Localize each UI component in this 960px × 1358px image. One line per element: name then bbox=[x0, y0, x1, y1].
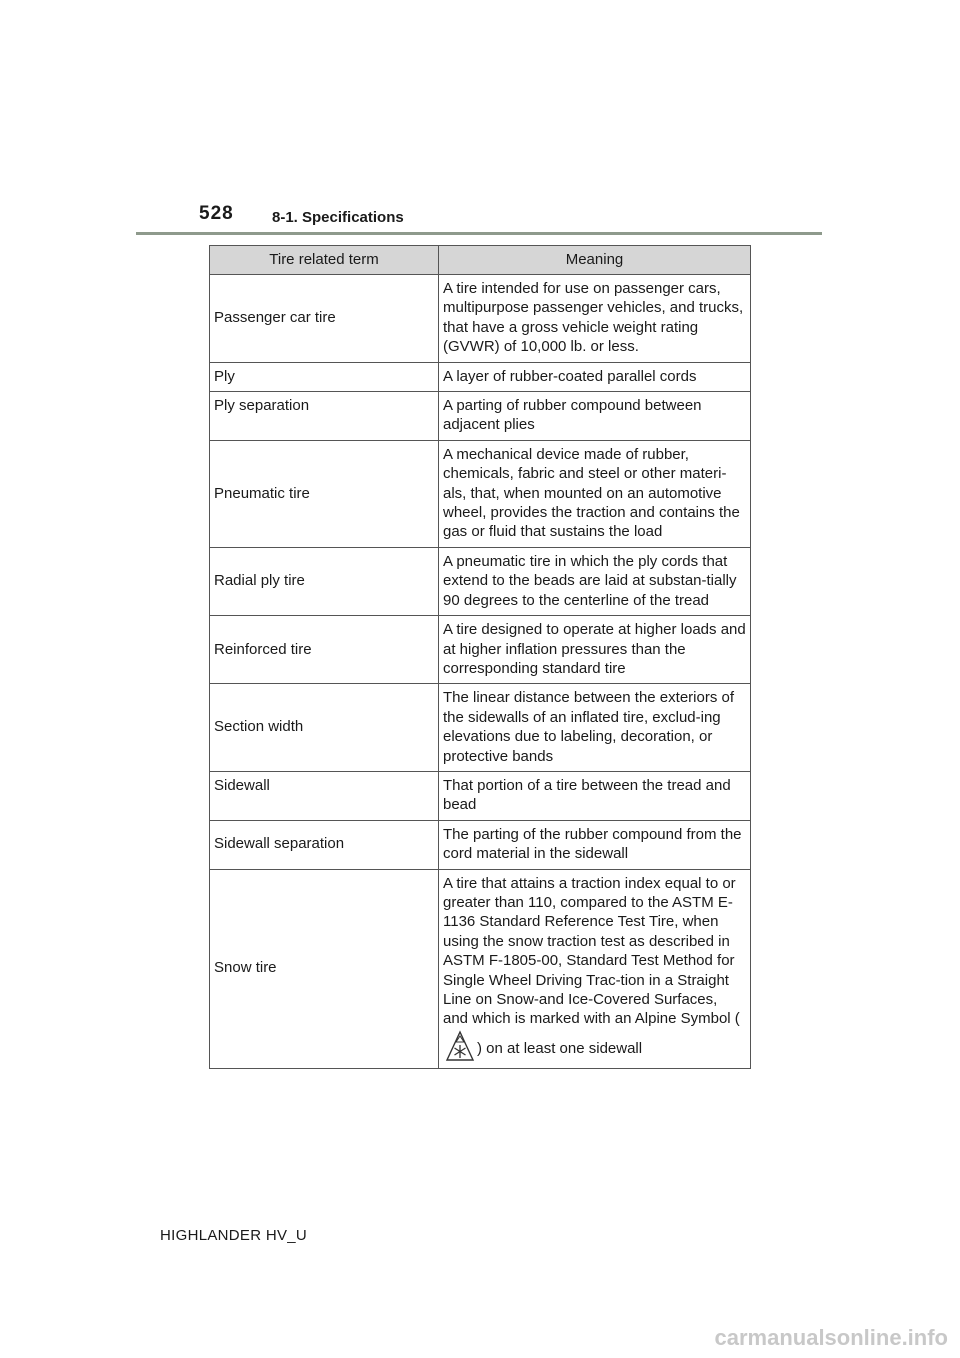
meaning-cell: A parting of rubber compound between adjacent plies bbox=[439, 392, 751, 441]
tire-terms-table bbox=[209, 245, 751, 1069]
term-cell: Snow tire bbox=[210, 869, 439, 1068]
meaning-cell: A layer of rubber-coated parallel cords bbox=[439, 362, 751, 391]
term-cell: Ply bbox=[210, 362, 439, 391]
table-row bbox=[210, 362, 751, 391]
table-row bbox=[210, 771, 751, 820]
term-cell: Ply separation bbox=[210, 392, 439, 441]
meaning-cell: A tire designed to operate at higher loads and at higher inflation pressures than the corresponding standard tire bbox=[439, 616, 751, 684]
column-header-meaning: Meaning bbox=[439, 246, 751, 275]
table-row bbox=[210, 392, 751, 441]
meaning-text: A tire that attains a traction index equal to or greater than 110, compared to the ASTM E-1136 Standard Reference Test Tire, when using the snow traction test as described in ASTM F-1805-00, Standard Test Method for Single Wheel Driving Trac-tion in a Straight Line on Snow-and Ice-Covered Surfaces, and which is marked with an Alpine Symbol ( bbox=[443, 874, 740, 1028]
table-header-row bbox=[210, 246, 751, 275]
header-divider bbox=[136, 232, 822, 235]
table-row bbox=[210, 869, 751, 1068]
alpine-symbol-icon bbox=[445, 1029, 475, 1063]
page-number: 528 bbox=[199, 203, 234, 224]
table-row bbox=[210, 820, 751, 869]
table-row bbox=[210, 275, 751, 363]
table-row bbox=[210, 440, 751, 547]
column-header-term: Tire related term bbox=[210, 246, 439, 275]
term-cell: Reinforced tire bbox=[210, 616, 439, 684]
footer-model: HIGHLANDER HV_U bbox=[160, 1227, 308, 1244]
term-cell: Sidewall bbox=[210, 771, 439, 820]
term-cell: Section width bbox=[210, 684, 439, 772]
meaning-cell: A tire intended for use on passenger cars, multipurpose passenger vehicles, and trucks, that have a gross vehicle weight rating (GVWR) of 10,000 lb. or less. bbox=[439, 275, 751, 363]
term-cell: Sidewall separation bbox=[210, 820, 439, 869]
meaning-cell: That portion of a tire between the tread and bead bbox=[439, 771, 751, 820]
meaning-cell bbox=[439, 869, 751, 1068]
meaning-cell: A mechanical device made of rubber, chemicals, fabric and steel or other materi-als, that, when mounted on an automotive wheel, provides the traction and contains the gas or fluid that sustains the load bbox=[439, 440, 751, 547]
section-title: 8-1. Specifications bbox=[272, 209, 404, 226]
term-cell: Passenger car tire bbox=[210, 275, 439, 363]
table-row bbox=[210, 684, 751, 772]
meaning-cell: The linear distance between the exteriors of the sidewalls of an inflated tire, exclud-ing elevations due to labeling, decoration, or protective bands bbox=[439, 684, 751, 772]
term-cell: Radial ply tire bbox=[210, 547, 439, 615]
meaning-cell: The parting of the rubber compound from the cord material in the sidewall bbox=[439, 820, 751, 869]
table-row bbox=[210, 616, 751, 684]
watermark: carmanualsonline.info bbox=[714, 1325, 948, 1350]
table-row bbox=[210, 547, 751, 615]
meaning-text-tail: ) on at least one sidewall bbox=[477, 1039, 643, 1057]
term-cell: Pneumatic tire bbox=[210, 440, 439, 547]
meaning-cell: A pneumatic tire in which the ply cords that extend to the beads are laid at substan-tially 90 degrees to the centerline of the tread bbox=[439, 547, 751, 615]
